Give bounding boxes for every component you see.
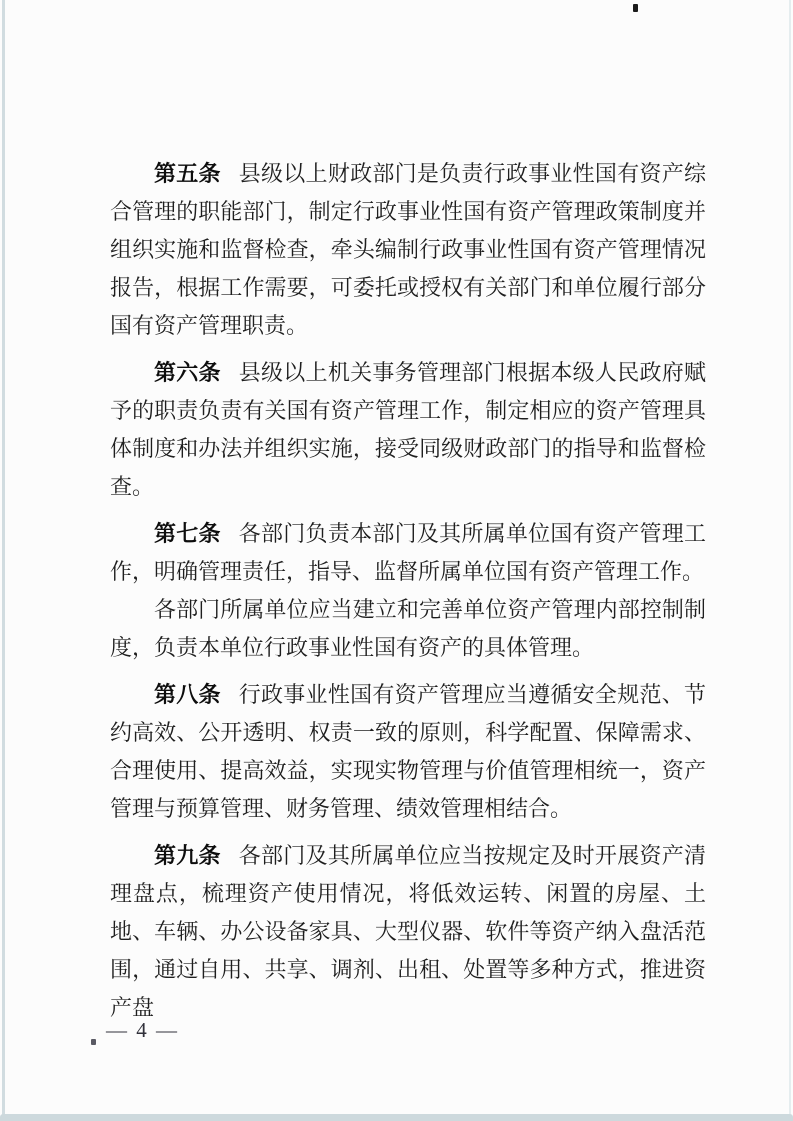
document-text-block bbox=[110, 146, 706, 1027]
article-number-label: 第七条 bbox=[154, 521, 221, 546]
scan-edge-left bbox=[2, 0, 5, 1121]
paragraph-text: 各部门所属单位应当建立和完善单位资产管理内部控制制度，负责本单位行政事业性国有资产的具体管理。 bbox=[110, 597, 706, 660]
document-paragraph bbox=[110, 354, 706, 506]
ink-speck-top bbox=[633, 4, 638, 12]
paragraph-text: 各部门及其所属单位应当按规定及时开展资产清理盘点，梳理资产使用情况，将低效运转、闲置的房屋、土地、车辆、办公设备家具、大型仪器、软件等资产纳入盘活范围，通过自用、共享、调剂、出租、处置等多种方式，推进资产盘 bbox=[110, 843, 706, 1020]
article-number-label: 第八条 bbox=[154, 682, 221, 707]
article-number-label: 第六条 bbox=[154, 360, 221, 385]
document-paragraph bbox=[110, 676, 706, 828]
document-paragraph bbox=[110, 155, 706, 345]
document-paragraph bbox=[110, 591, 706, 667]
paragraph-text: 县级以上机关事务管理部门根据本级人民政府赋予的职责负责有关国有资产管理工作，制定相应的资产管理具体制度和办法并组织实施，接受同级财政部门的指导和监督检查。 bbox=[110, 360, 706, 499]
document-paragraph bbox=[110, 515, 706, 591]
article-number-label: 第五条 bbox=[154, 161, 221, 186]
paragraph-text: 各部门负责本部门及其所属单位国有资产管理工作，明确管理责任，指导、监督所属单位国有资产管理工作。 bbox=[110, 521, 706, 584]
article-number-label: 第九条 bbox=[154, 843, 221, 868]
scan-edge-bottom bbox=[0, 1114, 793, 1121]
document-paragraph bbox=[110, 837, 706, 1027]
scan-edge-right bbox=[789, 0, 791, 1121]
paragraph-text: 行政事业性国有资产管理应当遵循安全规范、节约高效、公开透明、权责一致的原则，科学配置、保障需求、合理使用、提高效益，实现实物管理与价值管理相统一，资产管理与预算管理、财务管理、绩效管理相结合。 bbox=[110, 682, 706, 821]
page-number: — 4 — bbox=[106, 1018, 179, 1042]
ink-speck-bottom bbox=[91, 1039, 96, 1045]
paragraph-text: 县级以上财政部门是负责行政事业性国有资产综合管理的职能部门，制定行政事业性国有资产管理政策制度并组织实施和监督检查，牵头编制行政事业性国有资产管理情况报告，根据工作需要，可委托或授权有关部门和单位履行部分国有资产管理职责。 bbox=[110, 161, 706, 338]
